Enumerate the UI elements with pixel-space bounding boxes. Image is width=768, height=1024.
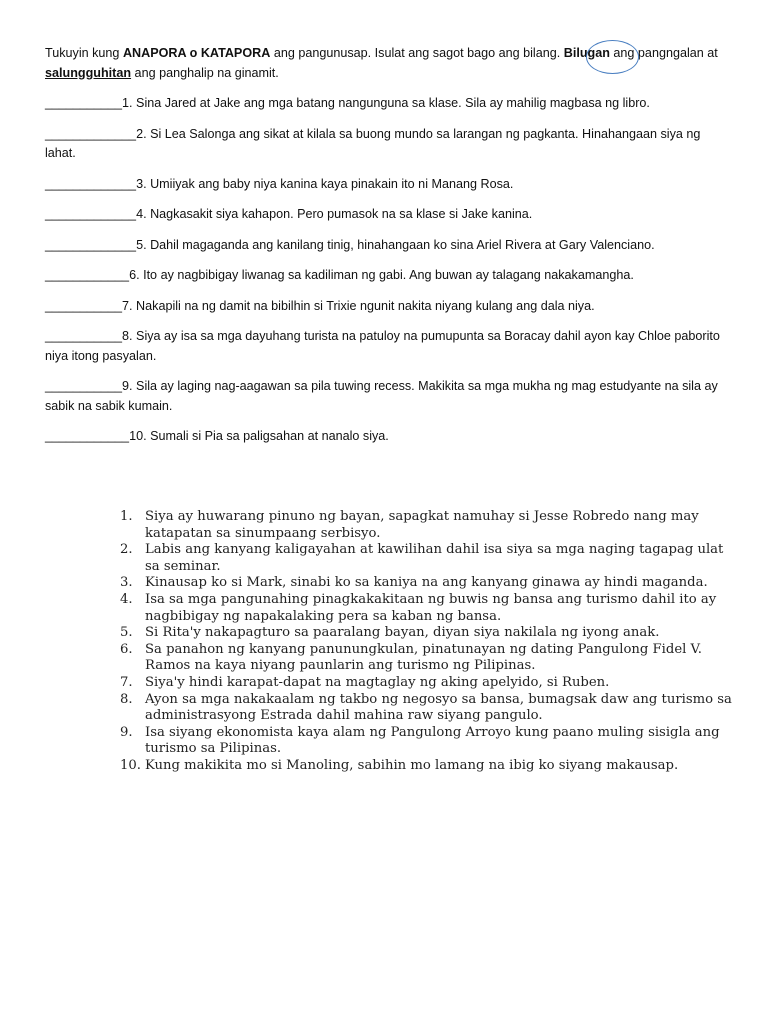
question-item-4 — [45, 205, 730, 225]
printed-item-text: Siya'y hindi karapat-dapat na magtaglay ng aking apelyido, si Ruben. — [145, 674, 610, 690]
question-text: 4. Nagkasakit siya kahapon. Pero pumasok na sa klase si Jake kanina. — [136, 207, 533, 221]
printed-item-10 — [120, 758, 732, 775]
question-text: 1. Sina Jared at Jake ang mga batang nangunguna sa klase. Sila ay mahilig magbasa ng libro. — [122, 96, 650, 110]
printed-item-text: Isa siyang ekonomista kaya alam ng Pangulong Arroyo kung paano muling sisigla ang turismo sa Pilipinas. — [145, 724, 720, 757]
question-item-5 — [45, 236, 730, 256]
printed-item-text: Ayon sa mga nakakaalam ng takbo ng negosyo sa bansa, bumagsak daw ang turismo sa administrasyong Estrada dahil mahina raw siyang pangulo. — [145, 691, 732, 724]
printed-item-number: 4. — [120, 591, 133, 607]
printed-item-text: Kung makikita mo si Manoling, sabihin mo lamang na ibig ko siyang makausap. — [145, 757, 679, 773]
printed-item-3 — [120, 575, 732, 592]
question-item-7 — [45, 297, 730, 317]
question-item-2 — [45, 125, 730, 164]
answer-blank[interactable]: ____________ — [45, 429, 130, 443]
printed-item-text: Sa panahon ng kanyang panunungkulan, pinatunayan ng dating Pangulong Fidel V. Ramos na kaya niyang paunlarin ang turismo ng Pilipinas. — [145, 641, 702, 674]
printed-item-6 — [120, 642, 732, 675]
answer-blank[interactable]: ___________ — [45, 329, 123, 343]
printed-item-number: 7. — [120, 674, 133, 690]
question-text: 5. Dahil magaganda ang kanilang tinig, hinahangaan ko sina Ariel Rivera at Gary Valenciano. — [136, 237, 655, 252]
circle-annotation — [586, 40, 639, 74]
answer-blank[interactable]: ___________ — [45, 298, 123, 313]
answer-blank[interactable]: ____________ — [45, 268, 130, 282]
instructions — [45, 44, 730, 83]
question-text: 8. Siya ay isa sa mga dayuhang turista na patuloy na pumupunta sa Boracay dahil ayon kay Chloe paborito niya itong pasyalan. — [45, 329, 720, 363]
printed-item-number: 6. — [120, 641, 133, 657]
question-item-6 — [45, 266, 730, 286]
printed-item-2 — [120, 542, 732, 575]
question-text: 9. Sila ay laging nag-aagawan sa pila tuwing recess. Makikita sa mga mukha ng mag estudyante na sila ay sabik na sabik kumain. — [45, 379, 718, 413]
printed-exercise-list — [120, 509, 732, 775]
instructions-part1: Tukuyin kung — [45, 46, 123, 60]
printed-item-text: Si Rita'y nakapagturo sa paaralang bayan, diyan siya nakilala ng iyong anak. — [145, 625, 660, 641]
answer-blank[interactable]: ___________ — [45, 96, 123, 110]
answer-blank[interactable]: ___________ — [45, 379, 123, 393]
printed-item-text: Kinausap ko si Mark, sinabi ko sa kaniya na ang kanyang ginawa ay hindi maganda. — [145, 575, 708, 591]
instructions-part2: ang pangunusap. Isulat ang sagot bago ang bilang. — [270, 46, 564, 60]
question-item-8 — [45, 327, 730, 366]
instructions-bold-bilugan: Bilugan — [563, 46, 610, 60]
printed-item-number: 3. — [120, 575, 133, 591]
worksheet-top — [45, 44, 730, 458]
printed-item-9 — [120, 725, 732, 758]
answer-blank[interactable]: _____________ — [45, 207, 137, 221]
question-item-3 — [45, 175, 730, 195]
instructions-part4: ang panghalip na ginamit. — [131, 65, 279, 80]
printed-item-text: Siya ay huwarang pinuno ng bayan, sapagkat namuhay si Jesse Robredo nang may katapatan sa sinumpaang serbisyo. — [145, 509, 699, 541]
printed-item-5 — [120, 625, 732, 642]
instructions-bold-anapora: ANAPORA o KATAPORA — [122, 46, 271, 60]
question-text: 3. Umiiyak ang baby niya kanina kaya pinakain ito ni Manang Rosa. — [136, 176, 514, 191]
question-item-9 — [45, 377, 730, 416]
question-text: 7. Nakapili na ng damit na bibilhin si Trixie ngunit nakita niyang kulang ang dala niya. — [122, 298, 595, 313]
answer-blank[interactable]: _____________ — [45, 237, 137, 252]
printed-item-1 — [120, 509, 732, 542]
instructions-part3: ang pangngalan at — [609, 46, 718, 60]
answer-blank[interactable]: _____________ — [45, 176, 137, 191]
printed-item-number: 1. — [120, 509, 133, 524]
printed-item-8 — [120, 692, 732, 725]
printed-item-number: 10. — [120, 757, 141, 773]
printed-item-text: Labis ang kanyang kaligayahan at kawilihan dahil isa siya sa mga naging tagapag ulat sa seminar. — [145, 542, 724, 574]
question-item-1 — [45, 94, 730, 114]
printed-item-7 — [120, 675, 732, 692]
printed-item-4 — [120, 592, 732, 625]
question-text: 10. Sumali si Pia sa paligsahan at nanalo siya. — [129, 429, 389, 443]
printed-item-number: 8. — [120, 691, 133, 707]
printed-item-text: Isa sa mga pangunahing pinagkakakitaan ng buwis ng bansa ang turismo dahil ito ay nagbibigay ng napakalaking pera sa kaban ng bansa. — [145, 591, 717, 624]
printed-item-number: 5. — [120, 625, 133, 641]
answer-blank[interactable]: _____________ — [45, 126, 137, 141]
instructions-underline-salungguhitan: salungguhitan — [45, 65, 132, 80]
question-text: 6. Ito ay nagbibigay liwanag sa kadiliman ng gabi. Ang buwan ay talagang nakakamangha. — [129, 268, 634, 282]
printed-item-number: 9. — [120, 724, 133, 740]
question-text: 2. Si Lea Salonga ang sikat at kilala sa buong mundo sa larangan ng pagkanta. Hinahangaan siya ng lahat. — [45, 126, 701, 160]
question-item-10 — [45, 427, 730, 447]
printed-item-number: 2. — [120, 542, 133, 558]
